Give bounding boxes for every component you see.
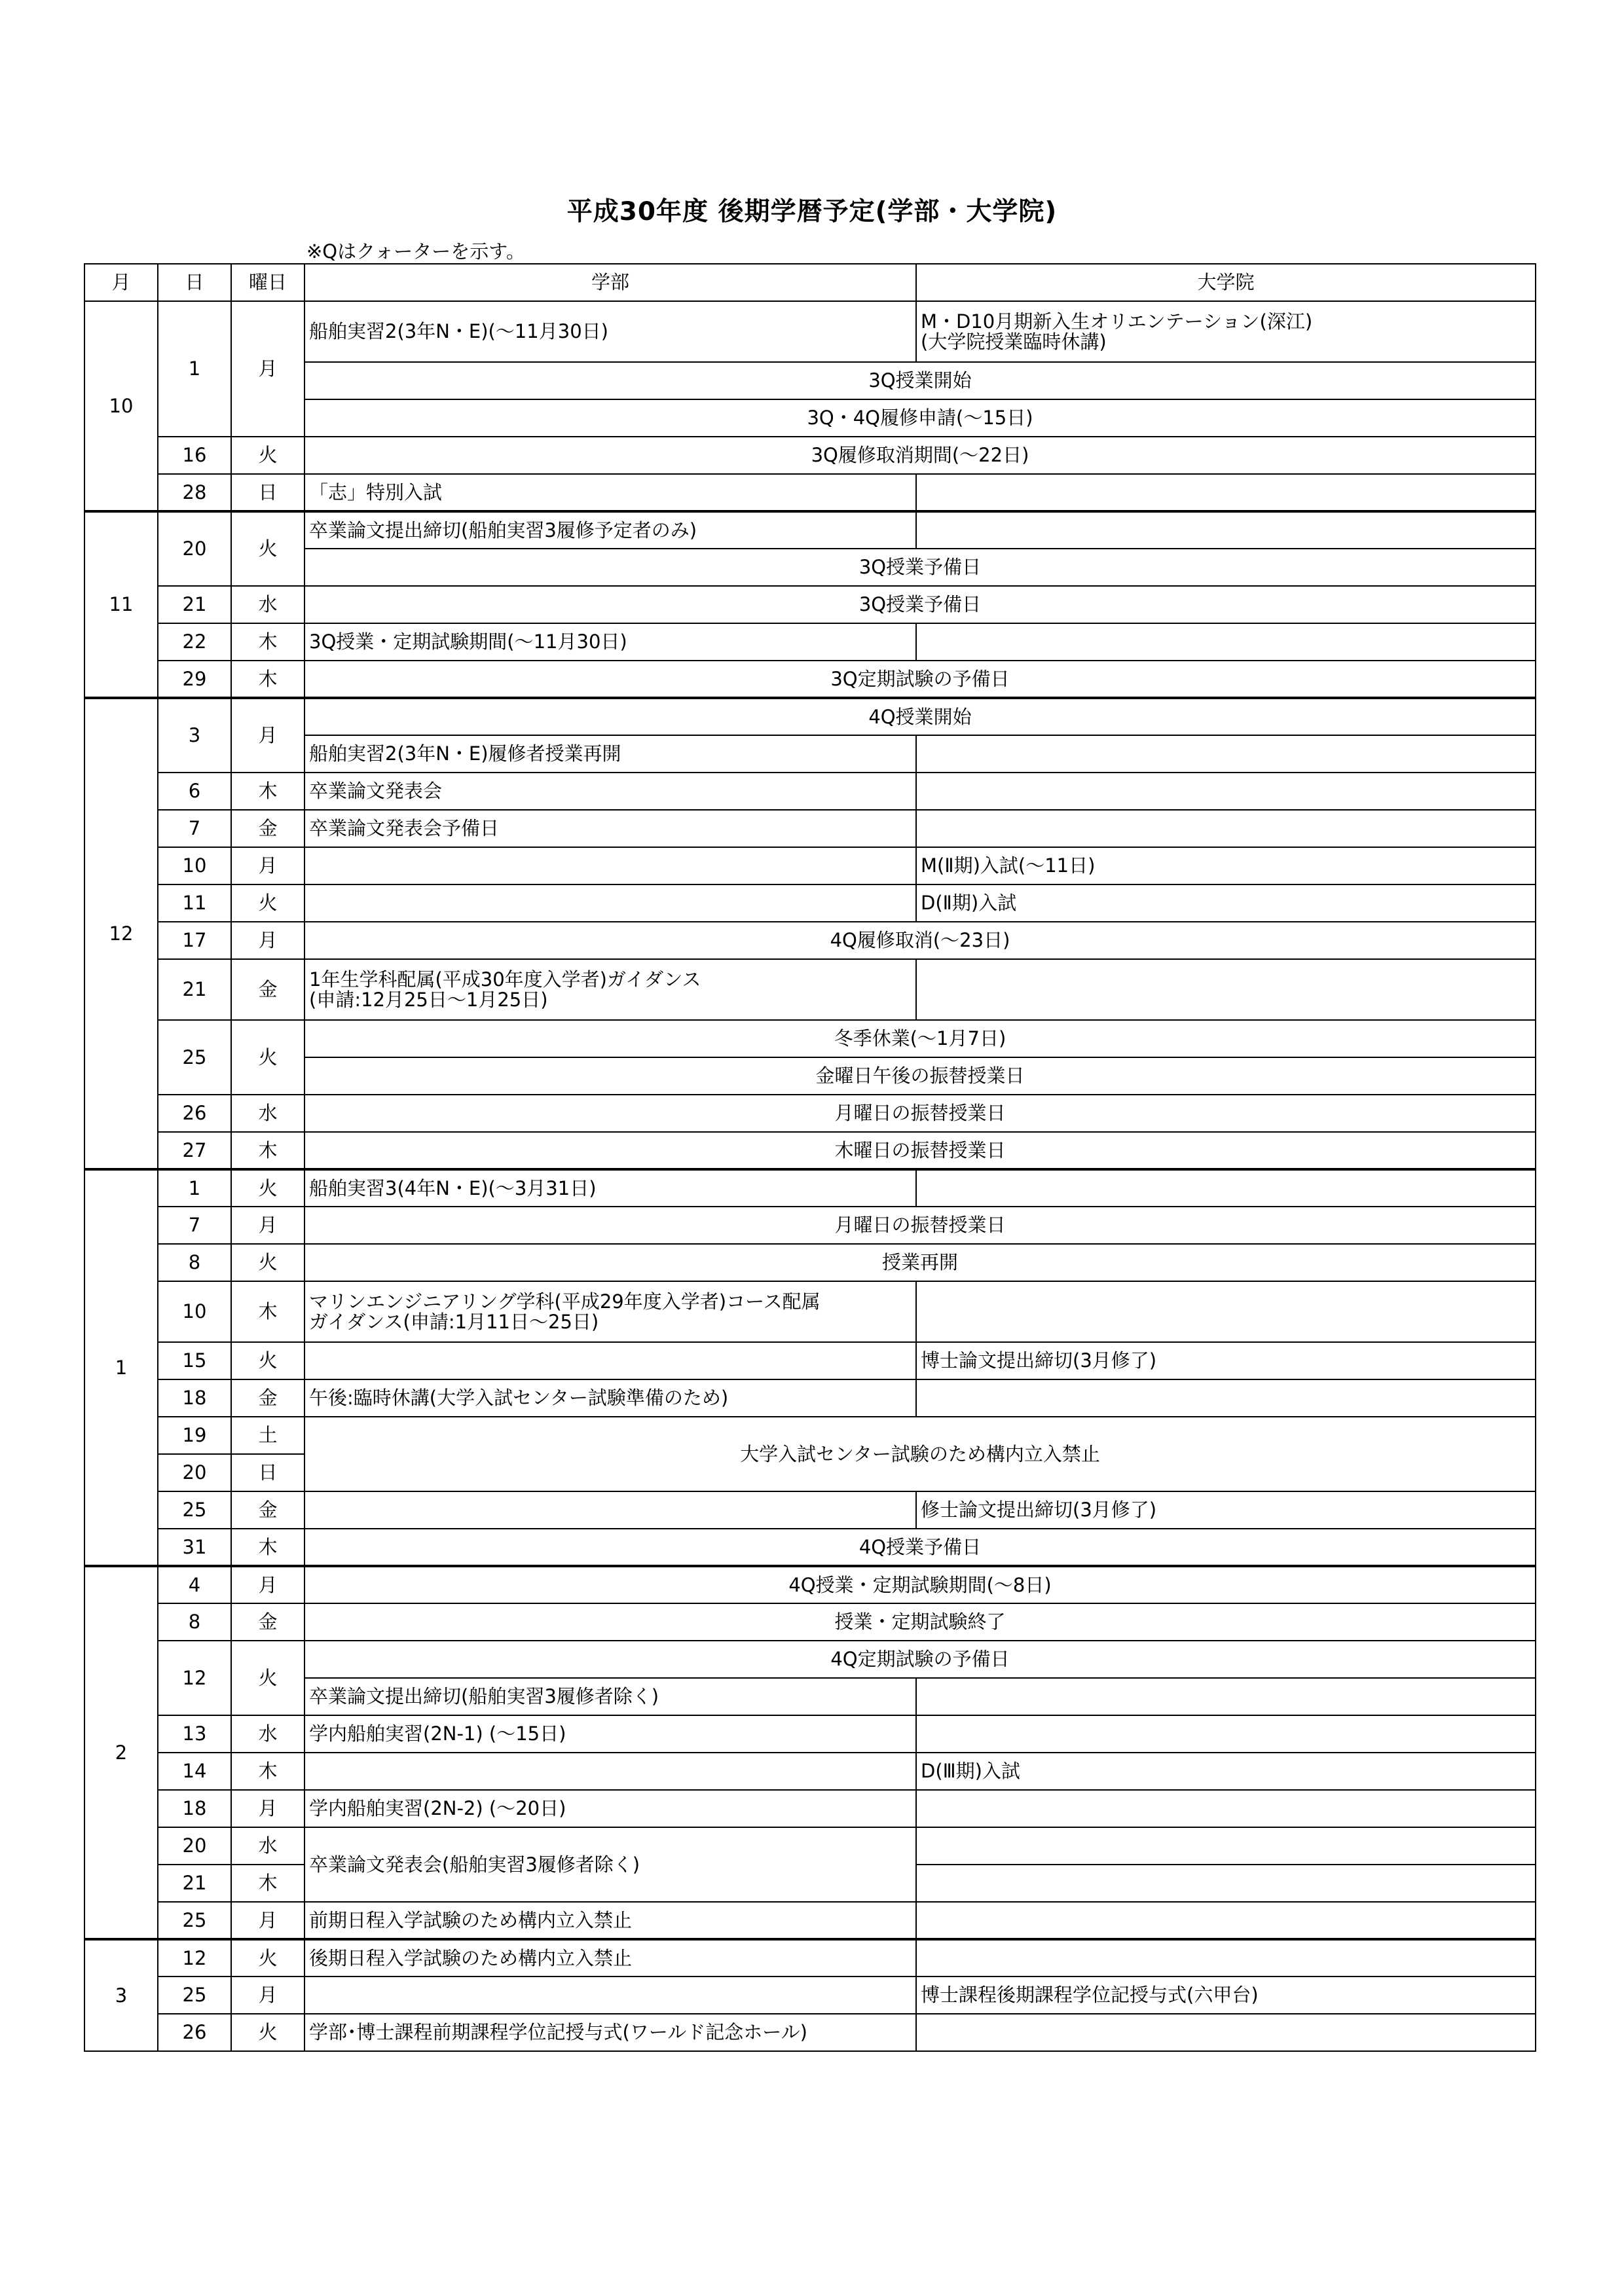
table-row — [84, 586, 1536, 623]
weekday-cell: 火 — [231, 884, 304, 922]
month-cell: 10 — [84, 301, 158, 511]
day-cell: 12 — [158, 1641, 231, 1715]
shared-event-cell: 4Q授業開始 — [304, 698, 1536, 735]
daigakuin-event-cell: D(Ⅲ期)入試 — [916, 1753, 1536, 1790]
shared-event-cell: 3Q・4Q履修申請(～15日) — [304, 399, 1536, 437]
weekday-cell: 木 — [231, 773, 304, 810]
gakubu-event-cell: 卒業論文提出締切(船舶実習3履修者除く) — [304, 1678, 916, 1715]
daigakuin-event-cell — [916, 959, 1536, 1020]
gakubu-event-cell: マリンエンジニアリング学科(平成29年度入学者)コース配属 ガイダンス(申請:1月11日～25日) — [304, 1281, 916, 1342]
weekday-cell: 日 — [231, 1454, 304, 1491]
weekday-cell: 金 — [231, 810, 304, 847]
gakubu-event-cell: 船舶実習2(3年N・E)(～11月30日) — [304, 301, 916, 362]
weekday-cell: 火 — [231, 437, 304, 474]
weekday-cell: 金 — [231, 959, 304, 1020]
day-cell: 20 — [158, 1454, 231, 1491]
shared-event-cell: 月曜日の振替授業日 — [304, 1207, 1536, 1244]
daigakuin-event-cell — [916, 1939, 1536, 1977]
header-month: 月 — [84, 264, 158, 301]
day-cell: 31 — [158, 1529, 231, 1566]
weekday-cell: 火 — [231, 1020, 304, 1095]
gakubu-event-cell: 船舶実習3(4年N・E)(～3月31日) — [304, 1169, 916, 1207]
daigakuin-event-cell: 修士論文提出締切(3月修了) — [916, 1491, 1536, 1529]
shared-event-cell: 4Q授業予備日 — [304, 1529, 1536, 1566]
day-cell: 25 — [158, 1020, 231, 1095]
table-row — [84, 922, 1536, 959]
weekday-cell: 土 — [231, 1417, 304, 1454]
weekday-cell: 木 — [231, 1281, 304, 1342]
daigakuin-event-cell — [916, 1169, 1536, 1207]
weekday-cell: 月 — [231, 1566, 304, 1603]
gakubu-event-cell — [304, 1342, 916, 1379]
gakubu-event-cell: 1年生学科配属(平成30年度入学者)ガイダンス (申請:12月25日～1月25日) — [304, 959, 916, 1020]
daigakuin-event-cell — [916, 1827, 1536, 1865]
gakubu-event-cell: 船舶実習2(3年N・E)履修者授業再開 — [304, 735, 916, 773]
table-row — [84, 1603, 1536, 1641]
month-cell: 11 — [84, 511, 158, 698]
gakubu-event-cell: 前期日程入学試験のため構内立入禁止 — [304, 1902, 916, 1939]
weekday-cell: 金 — [231, 1603, 304, 1641]
shared-event-cell: 4Q授業・定期試験期間(～8日) — [304, 1566, 1536, 1603]
day-cell: 4 — [158, 1566, 231, 1603]
gakubu-event-cell: 学内船舶実習(2N-1) (～15日) — [304, 1715, 916, 1753]
day-cell: 19 — [158, 1417, 231, 1454]
table-row — [84, 1641, 1536, 1678]
day-cell: 28 — [158, 474, 231, 511]
table-body — [84, 301, 1536, 2051]
shared-event-cell: 月曜日の振替授業日 — [304, 1095, 1536, 1132]
day-cell: 6 — [158, 773, 231, 810]
table-row — [84, 1281, 1536, 1342]
day-cell: 15 — [158, 1342, 231, 1379]
quarter-note: ※Qはクォーターを示す。 — [306, 240, 525, 263]
month-cell: 2 — [84, 1566, 158, 1939]
shared-event-cell: 大学入試センター試験のため構内立入禁止 — [304, 1417, 1536, 1491]
table-row — [84, 1902, 1536, 1939]
daigakuin-event-cell — [916, 1379, 1536, 1417]
day-cell: 13 — [158, 1715, 231, 1753]
weekday-cell: 月 — [231, 922, 304, 959]
table-row — [84, 2014, 1536, 2051]
day-cell: 10 — [158, 1281, 231, 1342]
daigakuin-event-cell — [916, 623, 1536, 661]
daigakuin-event-cell — [916, 1790, 1536, 1827]
day-cell: 17 — [158, 922, 231, 959]
table-row — [84, 1827, 1536, 1865]
weekday-cell: 火 — [231, 1169, 304, 1207]
shared-event-cell: 3Q授業予備日 — [304, 586, 1536, 623]
gakubu-event-cell: 3Q授業・定期試験期間(～11月30日) — [304, 623, 916, 661]
table-row — [84, 959, 1536, 1020]
day-cell: 1 — [158, 1169, 231, 1207]
gakubu-event-cell: 学内船舶実習(2N-2) (～20日) — [304, 1790, 916, 1827]
day-cell: 14 — [158, 1753, 231, 1790]
table-row — [84, 623, 1536, 661]
daigakuin-event-cell — [916, 474, 1536, 511]
month-cell: 3 — [84, 1939, 158, 2051]
page-title: 平成30年度 後期学暦予定(学部・大学院) — [566, 197, 1058, 227]
day-cell: 25 — [158, 1977, 231, 2014]
shared-event-cell: 授業・定期試験終了 — [304, 1603, 1536, 1641]
weekday-cell: 水 — [231, 1715, 304, 1753]
table-row — [84, 1939, 1536, 1977]
weekday-cell: 火 — [231, 1641, 304, 1715]
shared-event-cell: 3Q履修取消期間(～22日) — [304, 437, 1536, 474]
table-row — [84, 773, 1536, 810]
table-row — [84, 437, 1536, 474]
day-cell: 25 — [158, 1902, 231, 1939]
weekday-cell: 月 — [231, 1902, 304, 1939]
academic-calendar-table — [84, 263, 1536, 2052]
table-row — [84, 661, 1536, 698]
table-row — [84, 1417, 1536, 1454]
day-cell: 29 — [158, 661, 231, 698]
weekday-cell: 木 — [231, 623, 304, 661]
weekday-cell: 月 — [231, 698, 304, 773]
shared-event-cell: 3Q授業予備日 — [304, 549, 1536, 586]
shared-event-cell: 4Q定期試験の予備日 — [304, 1641, 1536, 1678]
gakubu-event-cell: 卒業論文提出締切(船舶実習3履修予定者のみ) — [304, 511, 916, 549]
table-row — [84, 1790, 1536, 1827]
table-row — [84, 1491, 1536, 1529]
gakubu-event-cell — [304, 1753, 916, 1790]
weekday-cell: 木 — [231, 1529, 304, 1566]
weekday-cell: 木 — [231, 1753, 304, 1790]
table-row — [84, 474, 1536, 511]
weekday-cell: 月 — [231, 1207, 304, 1244]
daigakuin-event-cell — [916, 1865, 1536, 1902]
weekday-cell: 金 — [231, 1379, 304, 1417]
table-row — [84, 301, 1536, 362]
shared-event-cell: 3Q定期試験の予備日 — [304, 661, 1536, 698]
header-weekday: 曜日 — [231, 264, 304, 301]
daigakuin-event-cell: 博士課程後期課程学位記授与式(六甲台) — [916, 1977, 1536, 2014]
table-row — [84, 847, 1536, 884]
table-row — [84, 884, 1536, 922]
day-cell: 20 — [158, 511, 231, 586]
table-row — [84, 1020, 1536, 1057]
day-cell: 16 — [158, 437, 231, 474]
table-row — [84, 1132, 1536, 1169]
daigakuin-event-cell — [916, 735, 1536, 773]
header-day: 日 — [158, 264, 231, 301]
shared-event-cell: 授業再開 — [304, 1244, 1536, 1281]
gakubu-event-cell — [304, 1977, 916, 2014]
day-cell: 25 — [158, 1491, 231, 1529]
day-cell: 27 — [158, 1132, 231, 1169]
day-cell: 7 — [158, 1207, 231, 1244]
day-cell: 18 — [158, 1379, 231, 1417]
day-cell: 11 — [158, 884, 231, 922]
shared-event-cell: 金曜日午後の振替授業日 — [304, 1057, 1536, 1095]
table-row — [84, 1715, 1536, 1753]
day-cell: 12 — [158, 1939, 231, 1977]
day-cell: 22 — [158, 623, 231, 661]
weekday-cell: 火 — [231, 2014, 304, 2051]
shared-event-cell: 4Q履修取消(～23日) — [304, 922, 1536, 959]
daigakuin-event-cell — [916, 2014, 1536, 2051]
gakubu-event-cell: 学部･博士課程前期課程学位記授与式(ワールド記念ホール) — [304, 2014, 916, 2051]
table-row — [84, 1529, 1536, 1566]
day-cell: 8 — [158, 1603, 231, 1641]
weekday-cell: 月 — [231, 1977, 304, 2014]
daigakuin-event-cell — [916, 1902, 1536, 1939]
day-cell: 8 — [158, 1244, 231, 1281]
shared-event-cell: 冬季休業(～1月7日) — [304, 1020, 1536, 1057]
weekday-cell: 火 — [231, 1342, 304, 1379]
weekday-cell: 火 — [231, 1244, 304, 1281]
header-daigakuin: 大学院 — [916, 264, 1536, 301]
gakubu-event-cell — [304, 884, 916, 922]
weekday-cell: 月 — [231, 1790, 304, 1827]
weekday-cell: 水 — [231, 1827, 304, 1865]
weekday-cell: 月 — [231, 301, 304, 437]
day-cell: 3 — [158, 698, 231, 773]
weekday-cell: 木 — [231, 661, 304, 698]
gakubu-event-cell — [304, 847, 916, 884]
day-cell: 21 — [158, 586, 231, 623]
day-cell: 7 — [158, 810, 231, 847]
table-row — [84, 1566, 1536, 1603]
daigakuin-event-cell: M・D10月期新入生オリエンテーション(深江) (大学院授業臨時休講) — [916, 301, 1536, 362]
table-row — [84, 1169, 1536, 1207]
table-row — [84, 1342, 1536, 1379]
day-cell: 18 — [158, 1790, 231, 1827]
table-row — [84, 511, 1536, 549]
day-cell: 1 — [158, 301, 231, 437]
month-cell: 12 — [84, 698, 158, 1169]
day-cell: 21 — [158, 1865, 231, 1902]
daigakuin-event-cell — [916, 1281, 1536, 1342]
daigakuin-event-cell — [916, 1678, 1536, 1715]
table-header-row — [84, 264, 1536, 301]
gakubu-event-cell: 卒業論文発表会予備日 — [304, 810, 916, 847]
day-cell: 26 — [158, 2014, 231, 2051]
weekday-cell: 金 — [231, 1491, 304, 1529]
daigakuin-event-cell: D(Ⅱ期)入試 — [916, 884, 1536, 922]
gakubu-event-cell: 卒業論文発表会 — [304, 773, 916, 810]
weekday-cell: 月 — [231, 847, 304, 884]
table-row — [84, 1977, 1536, 2014]
shared-event-cell: 3Q授業開始 — [304, 362, 1536, 399]
shared-event-cell: 木曜日の振替授業日 — [304, 1132, 1536, 1169]
weekday-cell: 日 — [231, 474, 304, 511]
daigakuin-event-cell — [916, 810, 1536, 847]
table-row — [84, 698, 1536, 735]
gakubu-event-cell — [304, 1491, 916, 1529]
gakubu-event-cell: 卒業論文発表会(船舶実習3履修者除く) — [304, 1827, 916, 1902]
daigakuin-event-cell — [916, 1715, 1536, 1753]
weekday-cell: 水 — [231, 586, 304, 623]
weekday-cell: 火 — [231, 1939, 304, 1977]
table-row — [84, 1753, 1536, 1790]
daigakuin-event-cell — [916, 511, 1536, 549]
table-row — [84, 1207, 1536, 1244]
weekday-cell: 火 — [231, 511, 304, 586]
header-gakubu: 学部 — [304, 264, 916, 301]
month-cell: 1 — [84, 1169, 158, 1566]
day-cell: 26 — [158, 1095, 231, 1132]
table-row — [84, 810, 1536, 847]
day-cell: 20 — [158, 1827, 231, 1865]
gakubu-event-cell: 後期日程入学試験のため構内立入禁止 — [304, 1939, 916, 1977]
daigakuin-event-cell: 博士論文提出締切(3月修了) — [916, 1342, 1536, 1379]
table-row — [84, 1095, 1536, 1132]
day-cell: 21 — [158, 959, 231, 1020]
table-row — [84, 1244, 1536, 1281]
gakubu-event-cell: 午後:臨時休講(大学入試センター試験準備のため) — [304, 1379, 916, 1417]
day-cell: 10 — [158, 847, 231, 884]
table-row — [84, 1379, 1536, 1417]
daigakuin-event-cell — [916, 773, 1536, 810]
weekday-cell: 水 — [231, 1095, 304, 1132]
daigakuin-event-cell: M(Ⅱ期)入試(～11日) — [916, 847, 1536, 884]
weekday-cell: 木 — [231, 1865, 304, 1902]
gakubu-event-cell: 「志」特別入試 — [304, 474, 916, 511]
weekday-cell: 木 — [231, 1132, 304, 1169]
